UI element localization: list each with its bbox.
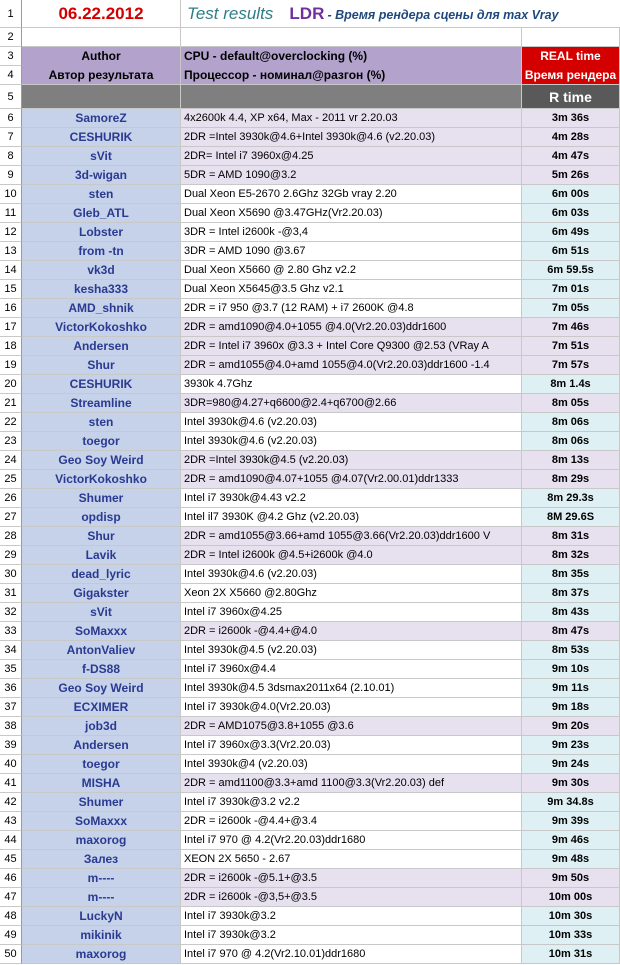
time-cell[interactable]: 7m 57s bbox=[522, 356, 620, 375]
time-cell[interactable]: 10m 31s bbox=[522, 945, 620, 964]
row-number[interactable]: 39 bbox=[0, 736, 22, 755]
row-number[interactable]: 21 bbox=[0, 394, 22, 413]
cpu-cell[interactable]: 2DR = AMD1075@3.8+1055 @3.6 bbox=[181, 717, 522, 736]
row-number[interactable]: 42 bbox=[0, 793, 22, 812]
author-cell[interactable]: from -tn bbox=[22, 242, 181, 261]
row-number[interactable]: 13 bbox=[0, 242, 22, 261]
row-number[interactable]: 25 bbox=[0, 470, 22, 489]
author-cell[interactable]: vk3d bbox=[22, 261, 181, 280]
row-number[interactable]: 41 bbox=[0, 774, 22, 793]
title-row bbox=[0, 0, 620, 28]
row-number[interactable]: 3 bbox=[0, 47, 22, 66]
table-row bbox=[0, 660, 620, 679]
author-cell[interactable]: Shur bbox=[22, 356, 181, 375]
time-cell[interactable]: 9m 48s bbox=[522, 850, 620, 869]
cpu-cell[interactable]: Intel i7 3930k@4.43 v2.2 bbox=[181, 489, 522, 508]
cpu-cell[interactable]: Intel i7 3960x@4.4 bbox=[181, 660, 522, 679]
time-cell[interactable]: 8m 06s bbox=[522, 413, 620, 432]
cpu-cell[interactable]: 4x2600k 4.4, XP x64, Max - 2011 vr 2.20.03 bbox=[181, 109, 522, 128]
row-number[interactable]: 2 bbox=[0, 28, 22, 47]
row-number[interactable]: 10 bbox=[0, 185, 22, 204]
row-number[interactable]: 50 bbox=[0, 945, 22, 964]
author-cell[interactable]: m---- bbox=[22, 869, 181, 888]
author-cell[interactable]: Andersen bbox=[22, 736, 181, 755]
time-cell[interactable]: 9m 46s bbox=[522, 831, 620, 850]
author-cell[interactable]: sten bbox=[22, 185, 181, 204]
time-cell[interactable]: 6m 49s bbox=[522, 223, 620, 242]
row-number[interactable]: 24 bbox=[0, 451, 22, 470]
table-row bbox=[0, 622, 620, 641]
table-row bbox=[0, 280, 620, 299]
author-cell[interactable]: Shumer bbox=[22, 489, 181, 508]
table-row bbox=[0, 641, 620, 660]
row-number[interactable]: 18 bbox=[0, 337, 22, 356]
cpu-cell[interactable]: Intel i7 3930k@3.2 bbox=[181, 907, 522, 926]
table-row bbox=[0, 204, 620, 223]
time-cell[interactable]: 9m 20s bbox=[522, 717, 620, 736]
table-row bbox=[0, 812, 620, 831]
table-row bbox=[0, 698, 620, 717]
author-cell[interactable]: Andersen bbox=[22, 337, 181, 356]
time-cell[interactable]: 7m 05s bbox=[522, 299, 620, 318]
author-cell[interactable]: Streamline bbox=[22, 394, 181, 413]
header-time-ru[interactable]: Время рендера bbox=[522, 66, 620, 85]
table-row bbox=[0, 318, 620, 337]
author-cell[interactable]: job3d bbox=[22, 717, 181, 736]
author-cell[interactable]: kesha333 bbox=[22, 280, 181, 299]
cpu-cell[interactable]: 2DR = amd1055@3.66+amd 1055@3.66(Vr2.20.03)ddr1600 V bbox=[181, 527, 522, 546]
cpu-cell[interactable]: Intel i7 3930k@3.2 v2.2 bbox=[181, 793, 522, 812]
cpu-cell[interactable]: Intel 3930k@4.5 (v2.20.03) bbox=[181, 641, 522, 660]
table-row bbox=[0, 603, 620, 622]
empty-cell[interactable] bbox=[181, 28, 522, 47]
time-cell[interactable]: 6m 51s bbox=[522, 242, 620, 261]
author-cell[interactable]: Gigakster bbox=[22, 584, 181, 603]
cpu-cell[interactable]: 5DR = AMD 1090@3.2 bbox=[181, 166, 522, 185]
row-number[interactable]: 8 bbox=[0, 147, 22, 166]
author-cell[interactable]: SoMaxxx bbox=[22, 622, 181, 641]
header-time-en[interactable]: REAL time bbox=[522, 47, 620, 66]
author-cell[interactable]: LuckyN bbox=[22, 907, 181, 926]
cpu-cell[interactable]: 2DR = i2600k -@4.4+@4.0 bbox=[181, 622, 522, 641]
table-row bbox=[0, 375, 620, 394]
row-number[interactable]: 33 bbox=[0, 622, 22, 641]
table-row bbox=[0, 356, 620, 375]
time-cell[interactable]: 3m 36s bbox=[522, 109, 620, 128]
table-row bbox=[0, 337, 620, 356]
cpu-cell[interactable]: 2DR = amd1090@4.07+1055 @4.07(Vr2.00.01)ddr1333 bbox=[181, 470, 522, 489]
author-cell[interactable]: Lobster bbox=[22, 223, 181, 242]
row-number[interactable]: 12 bbox=[0, 223, 22, 242]
empty-cell[interactable] bbox=[522, 28, 620, 47]
row-number[interactable]: 35 bbox=[0, 660, 22, 679]
time-cell[interactable]: 8m 47s bbox=[522, 622, 620, 641]
author-cell[interactable]: MISHA bbox=[22, 774, 181, 793]
cpu-cell[interactable]: 2DR = Intel i7 3960x @3.3 + Intel Core Q9300 @2.53 (VRay A bbox=[181, 337, 522, 356]
time-cell[interactable]: 9m 24s bbox=[522, 755, 620, 774]
time-cell[interactable]: 10m 00s bbox=[522, 888, 620, 907]
header-grey-cell[interactable] bbox=[181, 85, 522, 109]
row-number[interactable]: 34 bbox=[0, 641, 22, 660]
table-row bbox=[0, 394, 620, 413]
row-number[interactable]: 37 bbox=[0, 698, 22, 717]
author-cell[interactable]: VictorKokoshko bbox=[22, 318, 181, 337]
author-cell[interactable]: sVit bbox=[22, 147, 181, 166]
author-cell[interactable]: Geo Soy Weird bbox=[22, 679, 181, 698]
author-cell[interactable]: ECXIMER bbox=[22, 698, 181, 717]
time-cell[interactable]: 8m 53s bbox=[522, 641, 620, 660]
cpu-cell[interactable]: Dual Xeon E5-2670 2.6Ghz 32Gb vray 2.20 bbox=[181, 185, 522, 204]
row-number[interactable]: 9 bbox=[0, 166, 22, 185]
time-cell[interactable]: 10m 33s bbox=[522, 926, 620, 945]
table-row bbox=[0, 869, 620, 888]
header-row-en bbox=[0, 47, 620, 66]
row-number[interactable]: 19 bbox=[0, 356, 22, 375]
author-cell[interactable]: maxorog bbox=[22, 831, 181, 850]
time-cell[interactable]: 9m 39s bbox=[522, 812, 620, 831]
cpu-cell[interactable]: Dual Xeon X5645@3.5 Ghz v2.1 bbox=[181, 280, 522, 299]
row-number[interactable]: 5 bbox=[0, 85, 22, 109]
row-number[interactable]: 32 bbox=[0, 603, 22, 622]
table-row bbox=[0, 242, 620, 261]
table-row bbox=[0, 888, 620, 907]
title-ldr-label: LDR bbox=[289, 4, 325, 23]
cpu-cell[interactable]: Intel 3930k@4.5 3dsmax2011x64 (2.10.01) bbox=[181, 679, 522, 698]
cpu-cell[interactable]: 2DR = amd1090@4.0+1055 @4.0(Vr2.20.03)ddr1600 bbox=[181, 318, 522, 337]
table-row bbox=[0, 432, 620, 451]
cpu-cell[interactable]: Dual Xeon X5690 @3.47GHz(Vr2.20.03) bbox=[181, 204, 522, 223]
author-cell[interactable]: maxorog bbox=[22, 945, 181, 964]
row-number[interactable]: 36 bbox=[0, 679, 22, 698]
time-cell[interactable]: 8m 35s bbox=[522, 565, 620, 584]
table-row bbox=[0, 527, 620, 546]
author-cell[interactable]: Gleb_ATL bbox=[22, 204, 181, 223]
row-number[interactable]: 28 bbox=[0, 527, 22, 546]
time-cell[interactable]: 9m 30s bbox=[522, 774, 620, 793]
table-row bbox=[0, 261, 620, 280]
author-cell[interactable]: sVit bbox=[22, 603, 181, 622]
table-row bbox=[0, 755, 620, 774]
cpu-cell[interactable]: 2DR = i2600k -@5.1+@3.5 bbox=[181, 869, 522, 888]
cpu-cell[interactable]: Intel i7 3930k@4.0(Vr2.20.03) bbox=[181, 698, 522, 717]
empty-cell[interactable] bbox=[22, 28, 181, 47]
time-cell[interactable]: 8M 29.6S bbox=[522, 508, 620, 527]
time-cell[interactable]: 8m 43s bbox=[522, 603, 620, 622]
time-cell[interactable]: 7m 51s bbox=[522, 337, 620, 356]
time-cell[interactable]: 9m 10s bbox=[522, 660, 620, 679]
title-description: - Время рендера сцены для max Vray bbox=[327, 8, 559, 22]
author-cell[interactable]: toegor bbox=[22, 432, 181, 451]
table-row bbox=[0, 907, 620, 926]
author-cell[interactable]: CESHURIK bbox=[22, 128, 181, 147]
row-number[interactable]: 47 bbox=[0, 888, 22, 907]
time-cell[interactable]: 8m 05s bbox=[522, 394, 620, 413]
author-cell[interactable]: opdisp bbox=[22, 508, 181, 527]
row-number[interactable]: 7 bbox=[0, 128, 22, 147]
row-number[interactable]: 6 bbox=[0, 109, 22, 128]
row-number[interactable]: 14 bbox=[0, 261, 22, 280]
author-cell[interactable]: SamoreZ bbox=[22, 109, 181, 128]
row-number[interactable]: 38 bbox=[0, 717, 22, 736]
row-number[interactable]: 48 bbox=[0, 907, 22, 926]
cpu-cell[interactable]: 2DR = i7 950 @3.7 (12 RAM) + i7 2600K @4.8 bbox=[181, 299, 522, 318]
cpu-cell[interactable]: Xeon 2X X5660 @2.80Ghz bbox=[181, 584, 522, 603]
time-cell[interactable]: 6m 59.5s bbox=[522, 261, 620, 280]
table-row bbox=[0, 185, 620, 204]
row-number[interactable]: 49 bbox=[0, 926, 22, 945]
row-number[interactable]: 11 bbox=[0, 204, 22, 223]
cpu-cell[interactable]: Intel il7 3930K @4.2 Ghz (v2.20.03) bbox=[181, 508, 522, 527]
row-number[interactable]: 16 bbox=[0, 299, 22, 318]
header-author-ru[interactable]: Автор результата bbox=[22, 66, 181, 85]
table-row bbox=[0, 793, 620, 812]
author-cell[interactable]: Shur bbox=[22, 527, 181, 546]
cpu-cell[interactable]: Intel 3930k@4.6 (v2.20.03) bbox=[181, 413, 522, 432]
header-cpu-ru[interactable]: Процессор - номинал@разгон (%) bbox=[181, 66, 522, 85]
time-cell[interactable]: 9m 18s bbox=[522, 698, 620, 717]
table-row bbox=[0, 489, 620, 508]
row-number[interactable]: 43 bbox=[0, 812, 22, 831]
time-cell[interactable]: 8m 31s bbox=[522, 527, 620, 546]
author-cell[interactable]: AMD_shnik bbox=[22, 299, 181, 318]
cpu-cell[interactable]: XEON 2X 5650 - 2.67 bbox=[181, 850, 522, 869]
row-number[interactable]: 4 bbox=[0, 66, 22, 85]
table-row bbox=[0, 717, 620, 736]
cpu-cell[interactable]: 3DR = Intel i2600k -@3,4 bbox=[181, 223, 522, 242]
cpu-cell[interactable]: Intel 3930k@4.6 (v2.20.03) bbox=[181, 432, 522, 451]
time-cell[interactable]: 8m 06s bbox=[522, 432, 620, 451]
table-row bbox=[0, 926, 620, 945]
title-text-cell[interactable] bbox=[181, 0, 620, 28]
header-cpu-en[interactable]: CPU - default@overclocking (%) bbox=[181, 47, 522, 66]
cpu-cell[interactable]: 3DR=980@4.27+q6600@2.4+q6700@2.66 bbox=[181, 394, 522, 413]
time-cell[interactable]: 7m 01s bbox=[522, 280, 620, 299]
table-row bbox=[0, 774, 620, 793]
cpu-cell[interactable]: Intel i7 970 @ 4.2(Vr2.10.01)ddr1680 bbox=[181, 945, 522, 964]
cpu-cell[interactable]: 2DR = Intel i2600k @4.5+i2600k @4.0 bbox=[181, 546, 522, 565]
author-cell[interactable]: mikinik bbox=[22, 926, 181, 945]
row-number[interactable]: 17 bbox=[0, 318, 22, 337]
header-grey-cell[interactable] bbox=[22, 85, 181, 109]
author-cell[interactable]: toegor bbox=[22, 755, 181, 774]
table-row bbox=[0, 299, 620, 318]
time-cell[interactable]: 5m 26s bbox=[522, 166, 620, 185]
cpu-cell[interactable]: 2DR = amd1055@4.0+amd 1055@4.0(Vr2.20.03)ddr1600 -1.4 bbox=[181, 356, 522, 375]
cpu-cell[interactable]: Intel i7 970 @ 4.2(Vr2.20.03)ddr1680 bbox=[181, 831, 522, 850]
table-row bbox=[0, 413, 620, 432]
time-cell[interactable]: 9m 23s bbox=[522, 736, 620, 755]
time-cell[interactable]: 8m 13s bbox=[522, 451, 620, 470]
cpu-cell[interactable]: 2DR = amd1100@3.3+amd 1100@3.3(Vr2.20.03) def bbox=[181, 774, 522, 793]
header-row-ru bbox=[0, 66, 620, 85]
title-date-cell[interactable] bbox=[22, 0, 181, 28]
table-row bbox=[0, 945, 620, 964]
author-cell[interactable]: f-DS88 bbox=[22, 660, 181, 679]
cpu-cell[interactable]: Intel 3930k@4.6 (v2.20.03) bbox=[181, 565, 522, 584]
table-row bbox=[0, 850, 620, 869]
cpu-cell[interactable]: 2DR = i2600k -@4.4+@3.4 bbox=[181, 812, 522, 831]
table-row bbox=[0, 223, 620, 242]
time-cell[interactable]: 8m 29.3s bbox=[522, 489, 620, 508]
time-cell[interactable]: 8m 37s bbox=[522, 584, 620, 603]
time-cell[interactable]: 9m 11s bbox=[522, 679, 620, 698]
row-number[interactable]: 45 bbox=[0, 850, 22, 869]
table-row bbox=[0, 508, 620, 527]
table-row bbox=[0, 451, 620, 470]
time-cell[interactable]: 6m 03s bbox=[522, 204, 620, 223]
row-number[interactable]: 20 bbox=[0, 375, 22, 394]
row-number[interactable]: 44 bbox=[0, 831, 22, 850]
time-cell[interactable]: 8m 1.4s bbox=[522, 375, 620, 394]
title-test-label: Test results bbox=[187, 4, 274, 23]
author-cell[interactable]: CESHURIK bbox=[22, 375, 181, 394]
author-cell[interactable]: Geo Soy Weird bbox=[22, 451, 181, 470]
row-number[interactable]: 1 bbox=[0, 0, 22, 28]
author-cell[interactable]: Lavik bbox=[22, 546, 181, 565]
header-row-rtime bbox=[0, 85, 620, 109]
author-cell[interactable]: VictorKokoshko bbox=[22, 470, 181, 489]
time-cell[interactable]: 4m 28s bbox=[522, 128, 620, 147]
table-row bbox=[0, 470, 620, 489]
row-number[interactable]: 22 bbox=[0, 413, 22, 432]
cpu-cell[interactable]: Dual Xeon X5660 @ 2.80 Ghz v2.2 bbox=[181, 261, 522, 280]
table-row bbox=[0, 736, 620, 755]
table-row bbox=[0, 831, 620, 850]
row-number[interactable]: 40 bbox=[0, 755, 22, 774]
row-number[interactable]: 26 bbox=[0, 489, 22, 508]
author-cell[interactable]: SoMaxxx bbox=[22, 812, 181, 831]
cpu-cell[interactable]: Intel i7 3930k@3.2 bbox=[181, 926, 522, 945]
title-date: 06.22.2012 bbox=[58, 4, 144, 23]
time-cell[interactable]: 8m 29s bbox=[522, 470, 620, 489]
row-number[interactable]: 15 bbox=[0, 280, 22, 299]
row-number[interactable]: 23 bbox=[0, 432, 22, 451]
row-number[interactable]: 31 bbox=[0, 584, 22, 603]
author-cell[interactable]: Shumer bbox=[22, 793, 181, 812]
cpu-cell[interactable]: 3930k 4.7Ghz bbox=[181, 375, 522, 394]
header-rtime[interactable]: R time bbox=[522, 85, 620, 109]
cpu-cell[interactable]: 2DR =Intel 3930k@4.6+Intel 3930k@4.6 (v2.20.03) bbox=[181, 128, 522, 147]
author-cell[interactable]: sten bbox=[22, 413, 181, 432]
row-number[interactable]: 30 bbox=[0, 565, 22, 584]
cpu-cell[interactable]: Intel i7 3960x@3.3(Vr2.20.03) bbox=[181, 736, 522, 755]
time-cell[interactable]: 10m 30s bbox=[522, 907, 620, 926]
table-row bbox=[0, 546, 620, 565]
cpu-cell[interactable]: 3DR = AMD 1090 @3.67 bbox=[181, 242, 522, 261]
empty-row bbox=[0, 28, 620, 47]
time-cell[interactable]: 4m 47s bbox=[522, 147, 620, 166]
author-cell[interactable]: Залез bbox=[22, 850, 181, 869]
table-row bbox=[0, 679, 620, 698]
time-cell[interactable]: 9m 34.8s bbox=[522, 793, 620, 812]
author-cell[interactable]: 3d-wigan bbox=[22, 166, 181, 185]
time-cell[interactable]: 7m 46s bbox=[522, 318, 620, 337]
table-row bbox=[0, 565, 620, 584]
cpu-cell[interactable]: Intel i7 3960x@4.25 bbox=[181, 603, 522, 622]
header-author-en[interactable]: Author bbox=[22, 47, 181, 66]
cpu-cell[interactable]: Intel 3930k@4 (v2.20.03) bbox=[181, 755, 522, 774]
cpu-cell[interactable]: 2DR =Intel 3930k@4.5 (v2.20.03) bbox=[181, 451, 522, 470]
table-row bbox=[0, 147, 620, 166]
author-cell[interactable]: m---- bbox=[22, 888, 181, 907]
author-cell[interactable]: AntonValiev bbox=[22, 641, 181, 660]
table-row bbox=[0, 109, 620, 128]
time-cell[interactable]: 8m 32s bbox=[522, 546, 620, 565]
table-row bbox=[0, 128, 620, 147]
author-cell[interactable]: dead_lyric bbox=[22, 565, 181, 584]
row-number[interactable]: 27 bbox=[0, 508, 22, 527]
row-number[interactable]: 29 bbox=[0, 546, 22, 565]
row-number[interactable]: 46 bbox=[0, 869, 22, 888]
time-cell[interactable]: 6m 00s bbox=[522, 185, 620, 204]
table-row bbox=[0, 166, 620, 185]
table-row bbox=[0, 584, 620, 603]
cpu-cell[interactable]: 2DR= Intel i7 3960x@4.25 bbox=[181, 147, 522, 166]
cpu-cell[interactable]: 2DR = i2600k -@3,5+@3.5 bbox=[181, 888, 522, 907]
time-cell[interactable]: 9m 50s bbox=[522, 869, 620, 888]
